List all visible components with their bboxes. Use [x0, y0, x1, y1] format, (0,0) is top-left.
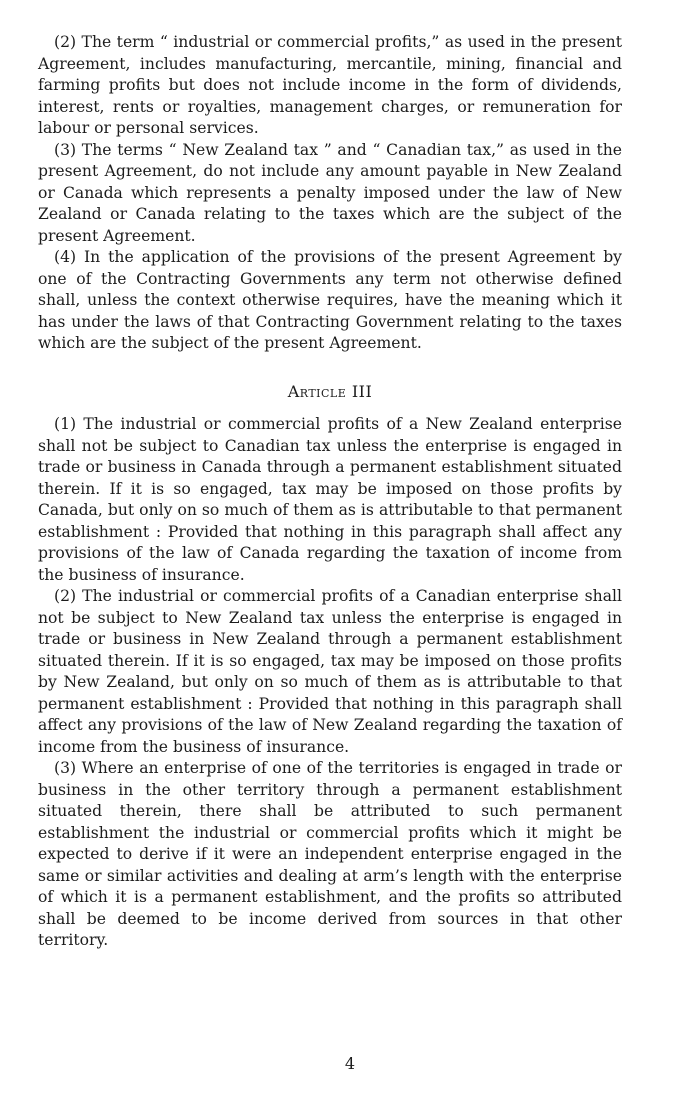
article-paragraph-3: (3) Where an enterprise of one of the territories is engaged in trade or business in the other territory through a permanent establishment situated therein, there shall be attributed to such permanent establishment the industrial or commercial profits which it might be expected to derive if it were an independent enterprise engaged in the same or similar activities and dealing at arm’s length with the enterprise of which it is a permanent establishment, and the profits so attributed shall be deemed to be income derived from sources in that other territory. — [38, 759, 622, 949]
paragraph-2-term-industrial-profits: (2) The term “ industrial or commercial profits,” as used in the present Agreement, includes manufacturing, mercantile, mining, financial and farming profits but does not include income in the form of dividends, interest, rents or royalties, management charges, or remuneration for labour or personal services. — [38, 33, 622, 137]
page-number: 4 — [344, 1054, 356, 1073]
article-paragraph-1: (1) The industrial or commercial profits of a New Zealand enterprise shall not be subject to Canadian tax unless the enterprise is engaged in trade or business in Canada through a permanent establishment situated therein. If it is so engaged, tax may be imposed on those profits by Canada, but only on so much of them as is attributable to that permanent establishment : Provided that nothing in this paragraph shall affect any provisions of the law of Canada regarding the taxation of income from the business of insurance. — [38, 415, 622, 584]
article-heading: Article III — [287, 381, 373, 401]
document-page — [38, 32, 622, 952]
paragraph-3-terms-tax: (3) The terms “ New Zealand tax ” and “ Canadian tax,” as used in the present Agreement, do not include any amount payable in New Zealand or Canada which represents a penalty imposed under the law of New Zealand or Canada relating to the taxes which are the subject of the present Agreement. — [38, 140, 622, 245]
article-paragraph-2: (2) The industrial or commercial profits of a Canadian enterprise shall not be subject to New Zealand tax unless the enterprise is engaged in trade or business in New Zealand through a permanent establishment situated therein. If it is so engaged, tax may be imposed on those profits by New Zealand, but only on so much of them as is attributable to that permanent establishment : Provided that nothing in this paragraph shall affect any provisions of the law of New Zealand regarding the taxation of income from the business of insurance. — [38, 587, 622, 756]
paragraph-4-application-of-provisions: (4) In the application of the provisions of the present Agreement by one of the Contracting Governments any term not otherwise defined shall, unless the context otherwise requires, have the meaning which it has under the laws of that Contracting Government relating to the taxes which are the subject of the present Agreement. — [38, 248, 622, 352]
